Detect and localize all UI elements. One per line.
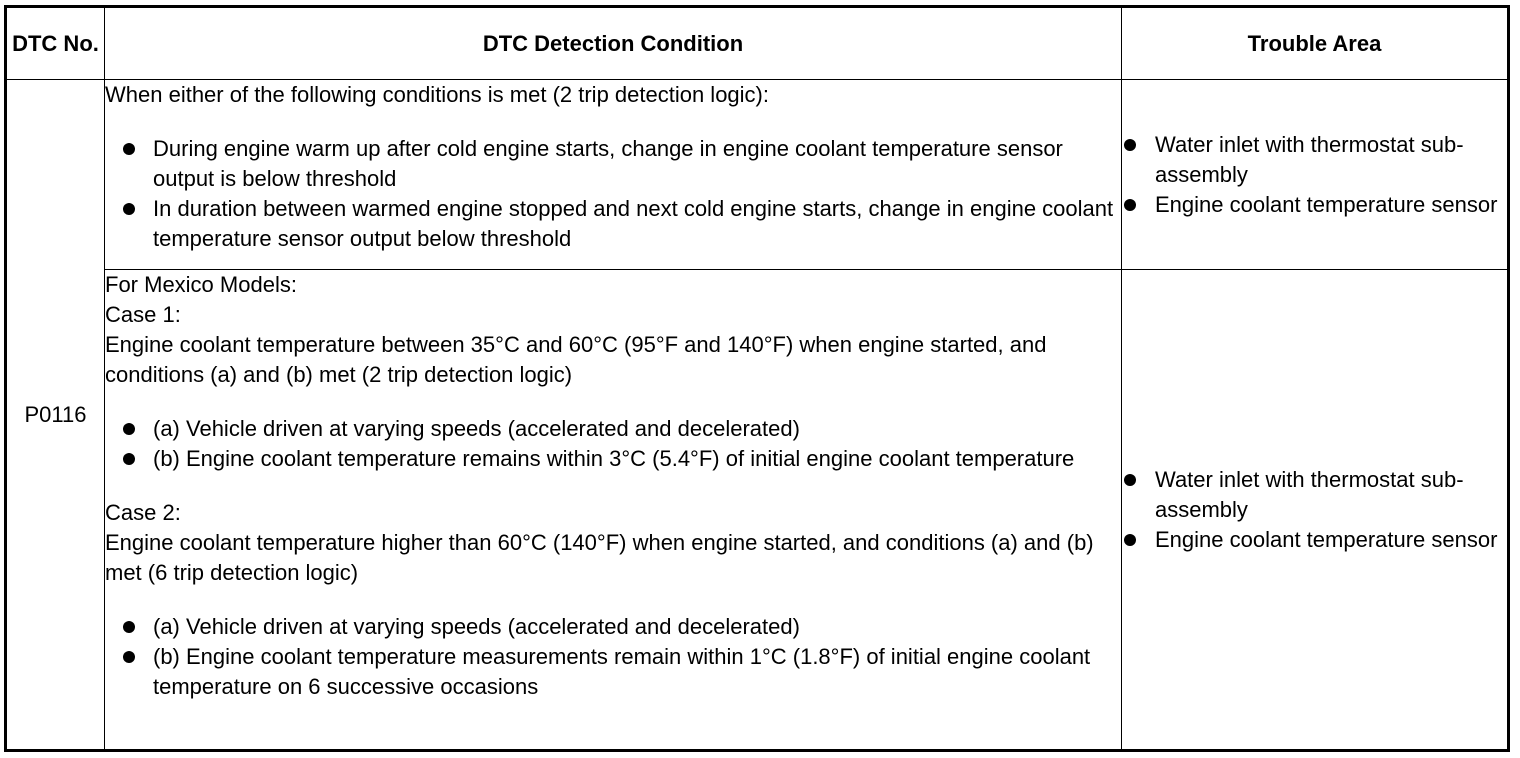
trouble-area-cell: [1122, 270, 1509, 751]
case-2-list: [105, 612, 1121, 702]
bullet-icon: [123, 651, 135, 663]
list-item: (a) Vehicle driven at varying speeds (accelerated and decelerated): [105, 414, 1121, 444]
bullet-icon: [123, 423, 135, 435]
trouble-area-cell: [1122, 80, 1509, 270]
list-item: Engine coolant temperature sensor: [1122, 525, 1507, 555]
bullet-icon: [123, 621, 135, 633]
list-item: Water inlet with thermostat sub-assembly: [1122, 465, 1507, 525]
list-item: (b) Engine coolant temperature remains within 3°C (5.4°F) of initial engine coolant temperature: [105, 444, 1121, 474]
case-1-text: Engine coolant temperature between 35°C and 60°C (95°F and 140°F) when engine started, and conditions (a) and (b) met (2 trip detection logic): [105, 332, 1047, 387]
bullet-icon: [123, 203, 135, 215]
condition-list: [105, 134, 1121, 254]
header-dtc-no: DTC No.: [6, 7, 105, 80]
bullet-icon: [1124, 139, 1136, 151]
header-trouble-area: Trouble Area: [1122, 7, 1509, 80]
list-item: In duration between warmed engine stopped and next cold engine starts, change in engine coolant temperature sensor output below threshold: [105, 194, 1121, 254]
list-item: Water inlet with thermostat sub-assembly: [1122, 130, 1507, 190]
trouble-area-list: [1122, 465, 1507, 555]
condition-intro: When either of the following conditions is met (2 trip detection logic):: [105, 82, 769, 107]
bullet-icon: [1124, 474, 1136, 486]
bullet-icon: [1124, 534, 1136, 546]
bullet-icon: [123, 453, 135, 465]
condition-cell: [105, 80, 1122, 270]
region-label: For Mexico Models:: [105, 272, 297, 297]
trouble-area-list: [1122, 130, 1507, 220]
header-detection-condition: DTC Detection Condition: [105, 7, 1122, 80]
dtc-table: [4, 5, 1510, 752]
list-item: (b) Engine coolant temperature measurements remain within 1°C (1.8°F) of initial engine coolant temperature on 6 successive occasions: [105, 642, 1121, 702]
table-row: [6, 270, 1509, 751]
case-1-label: Case 1:: [105, 302, 181, 327]
case-2-label: Case 2:: [105, 500, 181, 525]
header-row: [6, 7, 1509, 80]
list-item: Engine coolant temperature sensor: [1122, 190, 1507, 220]
dtc-code: P0116: [6, 80, 105, 751]
bullet-icon: [1124, 199, 1136, 211]
list-item: During engine warm up after cold engine starts, change in engine coolant temperature sensor output is below threshold: [105, 134, 1121, 194]
condition-cell: [105, 270, 1122, 751]
case-1-list: [105, 414, 1121, 474]
bullet-icon: [123, 143, 135, 155]
case-2-text: Engine coolant temperature higher than 60°C (140°F) when engine started, and conditions (a) and (b) met (6 trip detection logic): [105, 530, 1094, 585]
table-row: [6, 80, 1509, 270]
list-item: (a) Vehicle driven at varying speeds (accelerated and decelerated): [105, 612, 1121, 642]
